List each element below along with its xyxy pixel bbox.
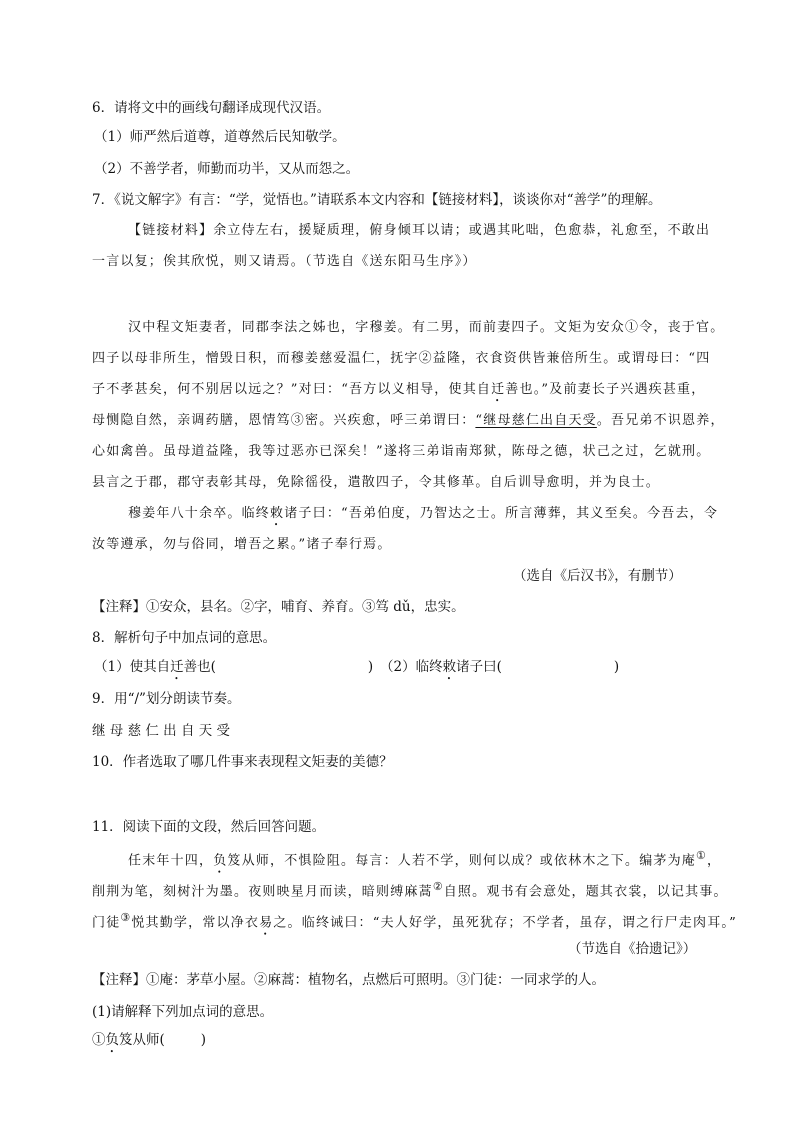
q8-item-2: （2）临终敕诸子曰( ) — [380, 659, 620, 675]
passage-line: 县言之于郡，郡守表彰其母，免除徭役，遣散四子，令其修革。自后训导愈明，并为良士。 — [92, 475, 661, 490]
q6-sentence-1: （1）师严然后道尊，道尊然后民知敬学。 — [94, 129, 346, 145]
passage-source: （选自《后汉书》，有删节） — [513, 568, 682, 584]
passage-line: 四子以母非所生，憎毁日积，而穆姜慈爱温仁，抚字②益隆，衣食资供皆兼倍所生。或谓母曰：“四 — [92, 351, 711, 366]
passage-line: 穆姜年八十余卒。临终敕诸子曰：“吾弟伯度，乃智达之士。所言薄葬，其义至矣。今吾去，令 — [128, 506, 719, 521]
q11-sub1-item: ①负笈从师( ) — [92, 1032, 207, 1048]
q11-notes: 【注释】①庵：茅草小屋。②麻蒿：植物名，点燃后可照明。③门徒：一同求学的人。 — [92, 972, 605, 988]
q6-sentence-2: （2）不善学者，师勤而功半，又从而怨之。 — [94, 161, 360, 177]
passage-line: 汉中程文矩妻者，同郡李法之姊也，字穆姜。有二男，而前妻四子。文矩为安众①令，丧于官。 — [128, 320, 725, 335]
passage-line: 心如禽兽。虽母道益隆，我等过恶亦已深矣！”遂将三弟诣南郑狱，陈母之德，状己之过，乞就刑。 — [92, 444, 711, 459]
dotted-word: 敕 — [442, 659, 457, 675]
q7-link-material-line1: 【链接材料】余立侍左右，援疑质理，俯身倾耳以请；或遇其叱咄，色愈恭，礼愈至，不敢出 — [128, 223, 711, 238]
passage-notes: 【注释】①安众，县名。②字，哺育、养育。③笃 dǔ，忠实。 — [92, 599, 465, 615]
q11-passage-line: 任末年十四，负笈从师，不惧险阻。每言：人若不学，则何以成？或依林木之下。编茅为庵①， — [128, 849, 722, 869]
passage-line: 母恻隐自然，亲调药膳，恩情笃③密。兴疾愈，呼三弟谓曰：“继母慈仁出自天受。吾兄弟不识恩养， — [92, 413, 725, 428]
dotted-word: 负 — [105, 1032, 119, 1048]
dotted-word: 迁 — [170, 659, 184, 675]
q7-link-material-line2: 一言以复；俟其欣悦，则又请焉。（节选自《送东阳马生序》） — [92, 254, 477, 269]
q11-source: （节选自《拾遗记》） — [568, 941, 697, 957]
q7-title: 7．《说文解字》有言：“学，觉悟也。”请联系本文内容和【链接材料】，谈谈你对“善学”的理解。 — [92, 192, 662, 208]
passage-line: 汝等遵承，勿与俗同，增吾之累。”诸子奉行焉。 — [92, 537, 392, 552]
q11-sub1-title: (1)请解释下列加点词的意思。 — [92, 1004, 274, 1020]
q11-passage-line: 门徒③悦其勤学，常以净衣易之。临终诫曰：“夫人好学，虽死犹存；不学者，虽存，谓之行尸走肉耳。” — [92, 911, 737, 931]
passage-line: 子不孝甚矣，何不别居以远之？”对曰：“吾方以义相导，使其自迁善也。”及前妻长子兴遇疾甚重， — [92, 382, 706, 397]
dotted-word: 易 — [259, 915, 274, 931]
q11-title: 11．阅读下面的文段，然后回答问题。 — [92, 819, 326, 835]
q9-text: 继 母 慈 仁 出 自 天 受 — [92, 723, 231, 739]
dotted-word: 敕 — [270, 506, 285, 521]
q8-item-1: （1）使其自迁善也( ) — [94, 659, 374, 675]
q11-passage-line: 削荆为笔，刻树汁为墨。夜则映星月而读，暗则缚麻蒿②自照。观书有会意处，题其衣裳，以记其事。 — [92, 880, 728, 900]
q6-title: 6．请将文中的画线句翻译成现代汉语。 — [92, 100, 331, 116]
q9-title: 9．用“/”划分朗读节奏。 — [92, 691, 241, 707]
q8-title: 8．解析句子中加点词的意思。 — [92, 630, 277, 646]
dotted-word: 负 — [213, 853, 228, 869]
q10-title: 10．作者选取了哪几件事来表现程文矩妻的美德？ — [92, 754, 393, 770]
dotted-word: 迁 — [491, 382, 506, 397]
underlined-sentence: “继母慈仁出自天受 — [475, 413, 597, 428]
